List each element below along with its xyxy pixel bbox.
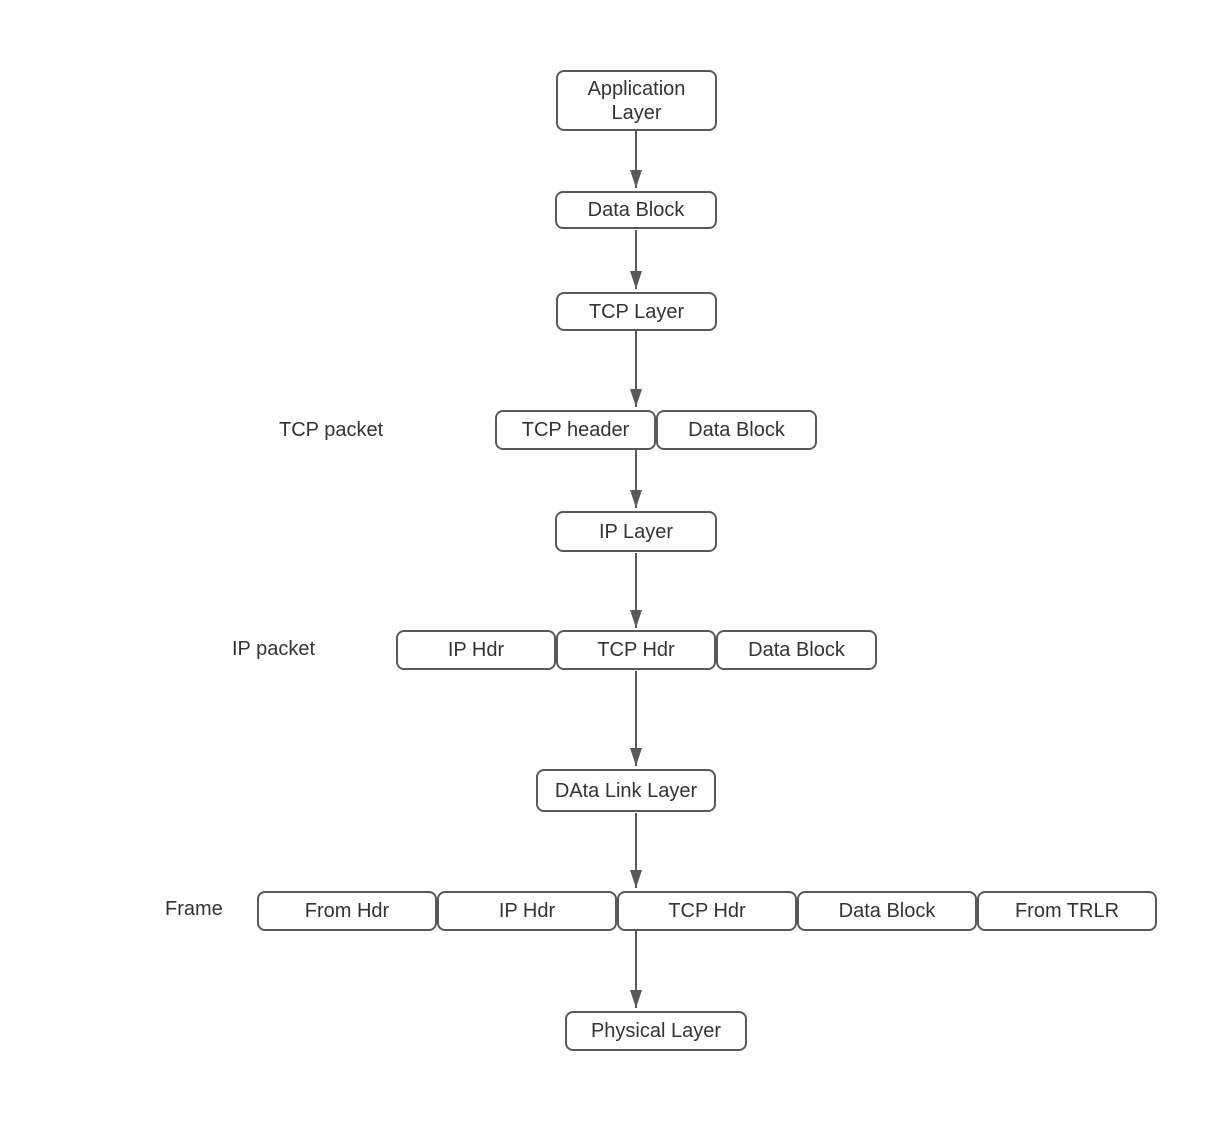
node-physical-layer xyxy=(565,1011,747,1051)
node-physical-layer-label: Physical Layer xyxy=(590,1020,722,1042)
node-frame-data-block xyxy=(797,891,977,931)
node-ip-layer xyxy=(555,511,717,552)
node-tcp-layer xyxy=(556,292,717,331)
node-ip-packet-tcp-hdr-label: TCP Hdr xyxy=(597,639,675,661)
node-frame-from-trlr xyxy=(977,891,1157,931)
node-tcp-header xyxy=(495,410,656,450)
node-data-block-label: Data Block xyxy=(587,199,685,221)
node-ip-packet-ip-hdr-label: IP Hdr xyxy=(447,639,505,661)
node-frame-from-hdr-label: From Hdr xyxy=(304,900,390,922)
node-data-link-layer xyxy=(536,769,716,812)
node-tcp-layer-label: TCP Layer xyxy=(588,300,685,323)
node-ip-layer-label: IP Layer xyxy=(598,520,674,543)
node-application-layer xyxy=(556,70,717,131)
node-tcp-header-label: TCP header xyxy=(521,419,630,441)
node-data-block xyxy=(555,191,717,229)
node-frame-from-trlr-label: From TRLR xyxy=(1014,900,1120,922)
node-ip-packet-ip-hdr xyxy=(396,630,556,670)
node-frame-tcp-hdr-label: TCP Hdr xyxy=(668,900,746,922)
label-ip-packet: IP packet xyxy=(232,638,316,660)
node-frame-ip-hdr xyxy=(437,891,617,931)
label-tcp-packet: TCP packet xyxy=(279,419,384,441)
node-frame-from-hdr xyxy=(257,891,437,931)
node-tcp-packet-data-block-label: Data Block xyxy=(688,419,785,441)
node-tcp-packet-data-block xyxy=(656,410,817,450)
node-ip-packet-data-block-label: Data Block xyxy=(748,639,845,661)
node-application-layer-label: Application Layer xyxy=(587,77,686,124)
node-frame-tcp-hdr xyxy=(617,891,797,931)
label-frame: Frame xyxy=(165,898,223,920)
node-frame-data-block-label: Data Block xyxy=(838,900,936,922)
node-frame-ip-hdr-label: IP Hdr xyxy=(498,900,556,922)
node-ip-packet-data-block xyxy=(716,630,877,670)
node-data-link-layer-label: DAta Link Layer xyxy=(554,779,698,802)
node-ip-packet-tcp-hdr xyxy=(556,630,716,670)
